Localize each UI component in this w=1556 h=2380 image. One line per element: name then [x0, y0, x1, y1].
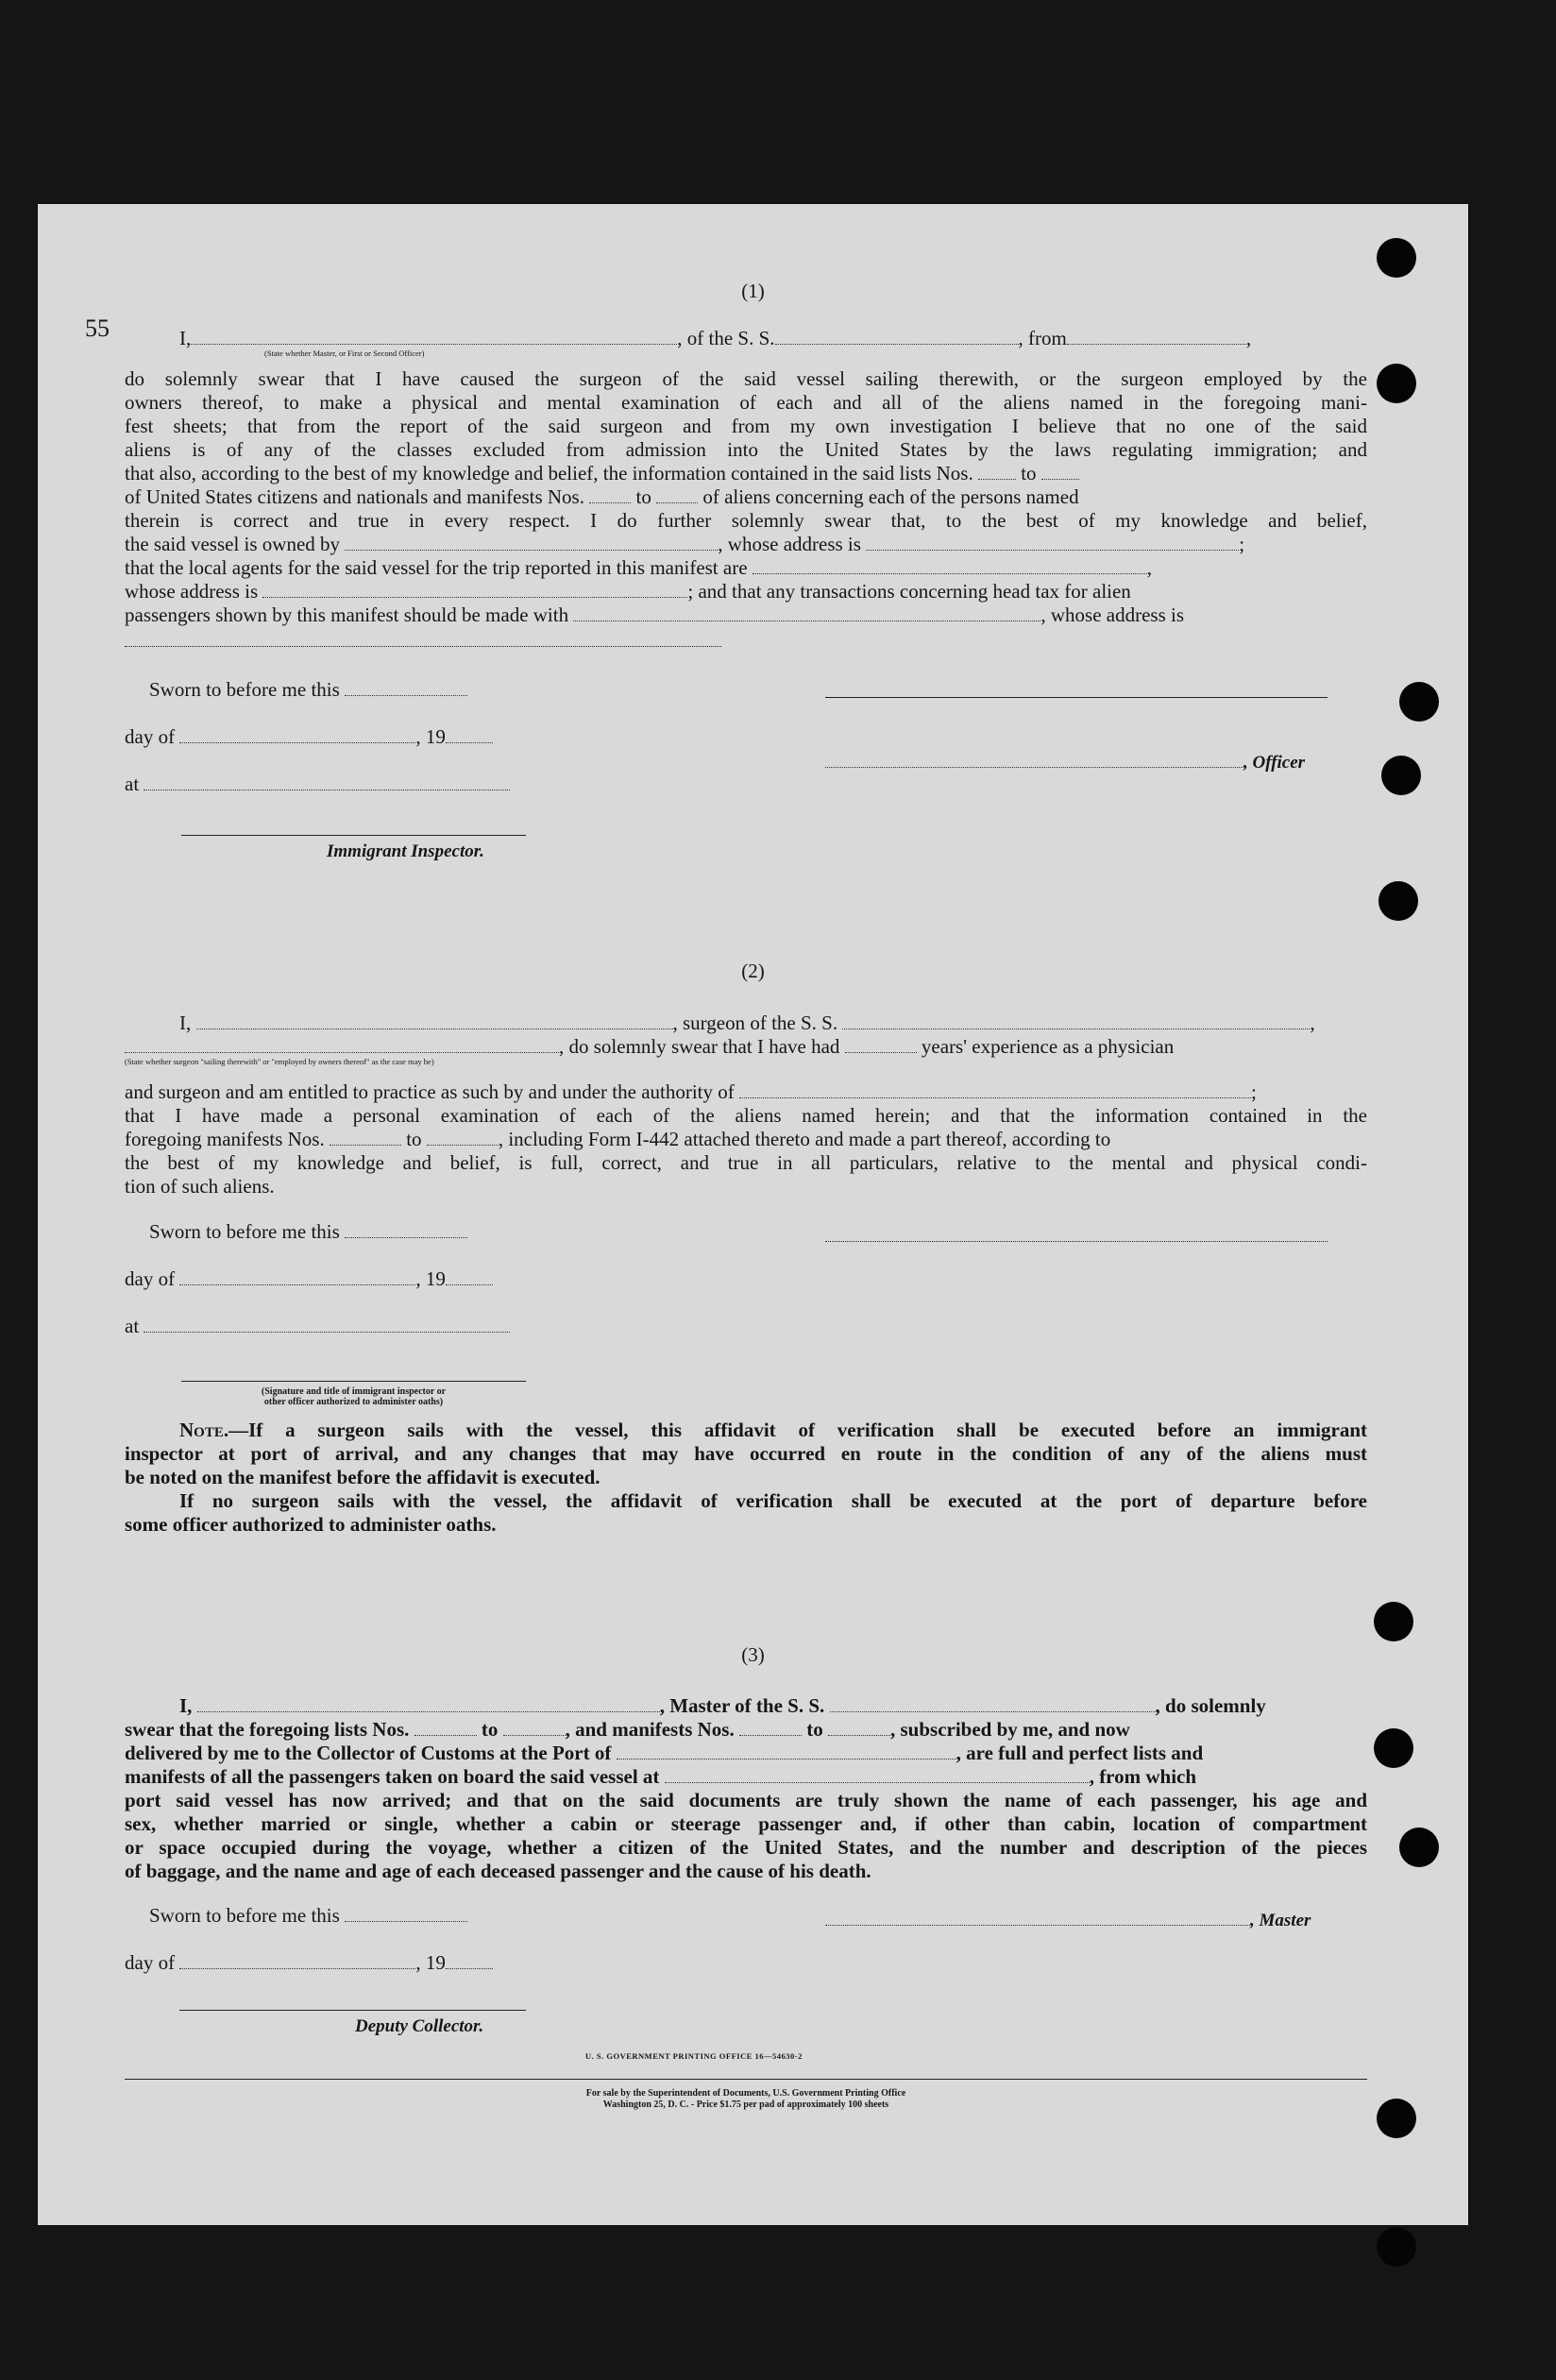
s1-para-7: therein is correct and true in every respect. I do further solemnly swear that, to the best of my knowledge and belief,: [125, 509, 1367, 532]
s2-at: at: [125, 1315, 510, 1337]
s3-para-7: or space occupied during the voyage, whether a citizen of the United States, and the number and description of the pieces: [125, 1836, 1367, 1859]
s1-para-9: that the local agents for the said vessel for the trip reported in this manifest are ,: [125, 556, 1153, 579]
s2-para-3: and surgeon and am entitled to practice as such by and under the authority of ;: [125, 1080, 1257, 1103]
s2-sig-note-1: (Signature and title of immigrant inspector or: [261, 1386, 447, 1397]
s2-signature-line: [825, 1241, 1328, 1242]
s3-para-8: of baggage, and the name and age of each deceased passenger and the cause of his death.: [125, 1860, 871, 1882]
s2-line1: I, , surgeon of the S. S. ,: [179, 1012, 1315, 1034]
s3-deputy-line: [179, 2010, 526, 2011]
binder-hole: [1377, 238, 1416, 278]
s1-line1: I, , of the S. S. , from ,: [179, 327, 1252, 349]
s2-para-5: foregoing manifests Nos. to , including Form I-442 attached thereto and made a part thereof, according to: [125, 1128, 1111, 1150]
s3-deputy: Deputy Collector.: [355, 2016, 484, 2036]
s2-note-5: some officer authorized to administer oaths.: [125, 1513, 497, 1536]
s2-note-2: inspector at port of arrival, and any changes that may have occurred en route in the condition of any of the aliens must: [125, 1442, 1367, 1465]
s1-inspector-line: [181, 835, 526, 836]
s3-day: day of , 19: [125, 1951, 493, 1974]
s1-para-6: of United States citizens and nationals and manifests Nos. to of aliens concerning each of the persons named: [125, 485, 1079, 508]
s1-para-5: that also, according to the best of my knowledge and belief, the information contained in the said lists Nos. to: [125, 462, 1079, 484]
s2-line2: , do solemnly swear that I have had years' experience as a physician: [125, 1035, 1174, 1058]
s1-para-8: the said vessel is owned by , whose address is ;: [125, 533, 1245, 555]
s1-para-1: do solemnly swear that I have caused the surgeon of the said vessel sailing therewith, or the surgeon employed by the: [125, 367, 1367, 390]
footer-rule: [125, 2079, 1367, 2080]
section-1-number: (1): [741, 280, 765, 302]
s3-para-2: swear that the foregoing lists Nos. to , and manifests Nos. to , subscribed by me, and now: [125, 1718, 1130, 1741]
s3-para-5: port said vessel has now arrived; and that on the said documents are truly shown the name of each passenger, his age and: [125, 1789, 1367, 1811]
binder-hole: [1374, 1728, 1413, 1768]
s1-day: day of , 19: [125, 725, 493, 748]
section-3-number: (3): [741, 1643, 765, 1666]
margin-number: 55: [85, 314, 110, 342]
s3-line1: I, , Master of the S. S. , do solemnly: [179, 1694, 1266, 1717]
s1-para-3: fest sheets; that from the report of the said surgeon and from my own investigation I believe that no one of the said: [125, 415, 1367, 437]
s1-para-10: whose address is ; and that any transactions concerning head tax for alien: [125, 580, 1131, 603]
binder-hole: [1381, 756, 1421, 795]
s2-para-6: the best of my knowledge and belief, is full, correct, and true in all particulars, relative to the mental and physical condi-: [125, 1151, 1367, 1174]
s1-para-4: aliens is of any of the classes excluded from admission into the United States by the laws regulating immigration; and: [125, 438, 1367, 461]
s1-para-2: owners thereof, to make a physical and mental examination of each and all of the aliens named in the foregoing mani-: [125, 391, 1367, 414]
binder-hole: [1377, 2227, 1416, 2267]
section-2-number: (2): [741, 960, 765, 982]
s2-inspector-line: [181, 1381, 526, 1382]
s2-day: day of , 19: [125, 1267, 493, 1290]
binder-hole: [1399, 1828, 1439, 1867]
s3-para-6: sex, whether married or single, whether a cabin or steerage passenger and, if other than cabin, location of compartment: [125, 1812, 1367, 1835]
gpo-imprint: U. S. GOVERNMENT PRINTING OFFICE 16—54630-2: [585, 2051, 803, 2061]
binder-hole: [1399, 682, 1439, 722]
s2-surgeon-note: (State whether surgeon "sailing therewith" or "employed by owners thereof" as the case may be): [125, 1057, 434, 1066]
binder-hole: [1378, 881, 1418, 921]
s3-master-line: , Master: [825, 1908, 1311, 1932]
s1-para-11: passengers shown by this manifest should be made with , whose address is: [125, 604, 1185, 626]
s2-para-4: that I have made a personal examination of each of the aliens named herein; and that the information contained in the: [125, 1104, 1367, 1127]
s2-para-7: tion of such aliens.: [125, 1175, 275, 1198]
s1-officer-line: , Officer: [825, 750, 1305, 774]
s3-sworn: Sworn to before me this: [149, 1904, 467, 1927]
s1-sworn: Sworn to before me this: [149, 678, 467, 701]
binder-hole: [1374, 1602, 1413, 1641]
s2-note-4: If no surgeon sails with the vessel, the affidavit of verification shall be executed at the port of departure before: [179, 1489, 1367, 1512]
s1-address-line: [125, 646, 721, 647]
s2-note-1: Note.—If a surgeon sails with the vessel, this affidavit of verification shall be executed before an immigrant: [179, 1419, 1367, 1441]
s1-inspector: Immigrant Inspector.: [327, 842, 484, 861]
footer-sale-1: For sale by the Superintendent of Documents, U.S. Government Printing Office: [585, 2088, 906, 2099]
s1-title-note: (State whether Master, or First or Second Officer): [264, 348, 425, 358]
s2-sworn: Sworn to before me this: [149, 1220, 467, 1243]
s1-at: at: [125, 773, 510, 795]
binder-hole: [1377, 364, 1416, 403]
s3-para-3: delivered by me to the Collector of Customs at the Port of , are full and perfect lists and: [125, 1742, 1204, 1764]
binder-hole: [1377, 2099, 1416, 2138]
s3-para-4: manifests of all the passengers taken on board the said vessel at , from which: [125, 1765, 1197, 1788]
form-page: [38, 204, 1468, 2225]
s2-sig-note-2: other officer authorized to administer oaths): [263, 1397, 444, 1407]
s2-note-3: be noted on the manifest before the affidavit is executed.: [125, 1466, 600, 1488]
footer-sale-2: Washington 25, D. C. - Price $1.75 per pad of approximately 100 sheets: [602, 2100, 889, 2110]
s1-signature-line: [825, 697, 1328, 698]
